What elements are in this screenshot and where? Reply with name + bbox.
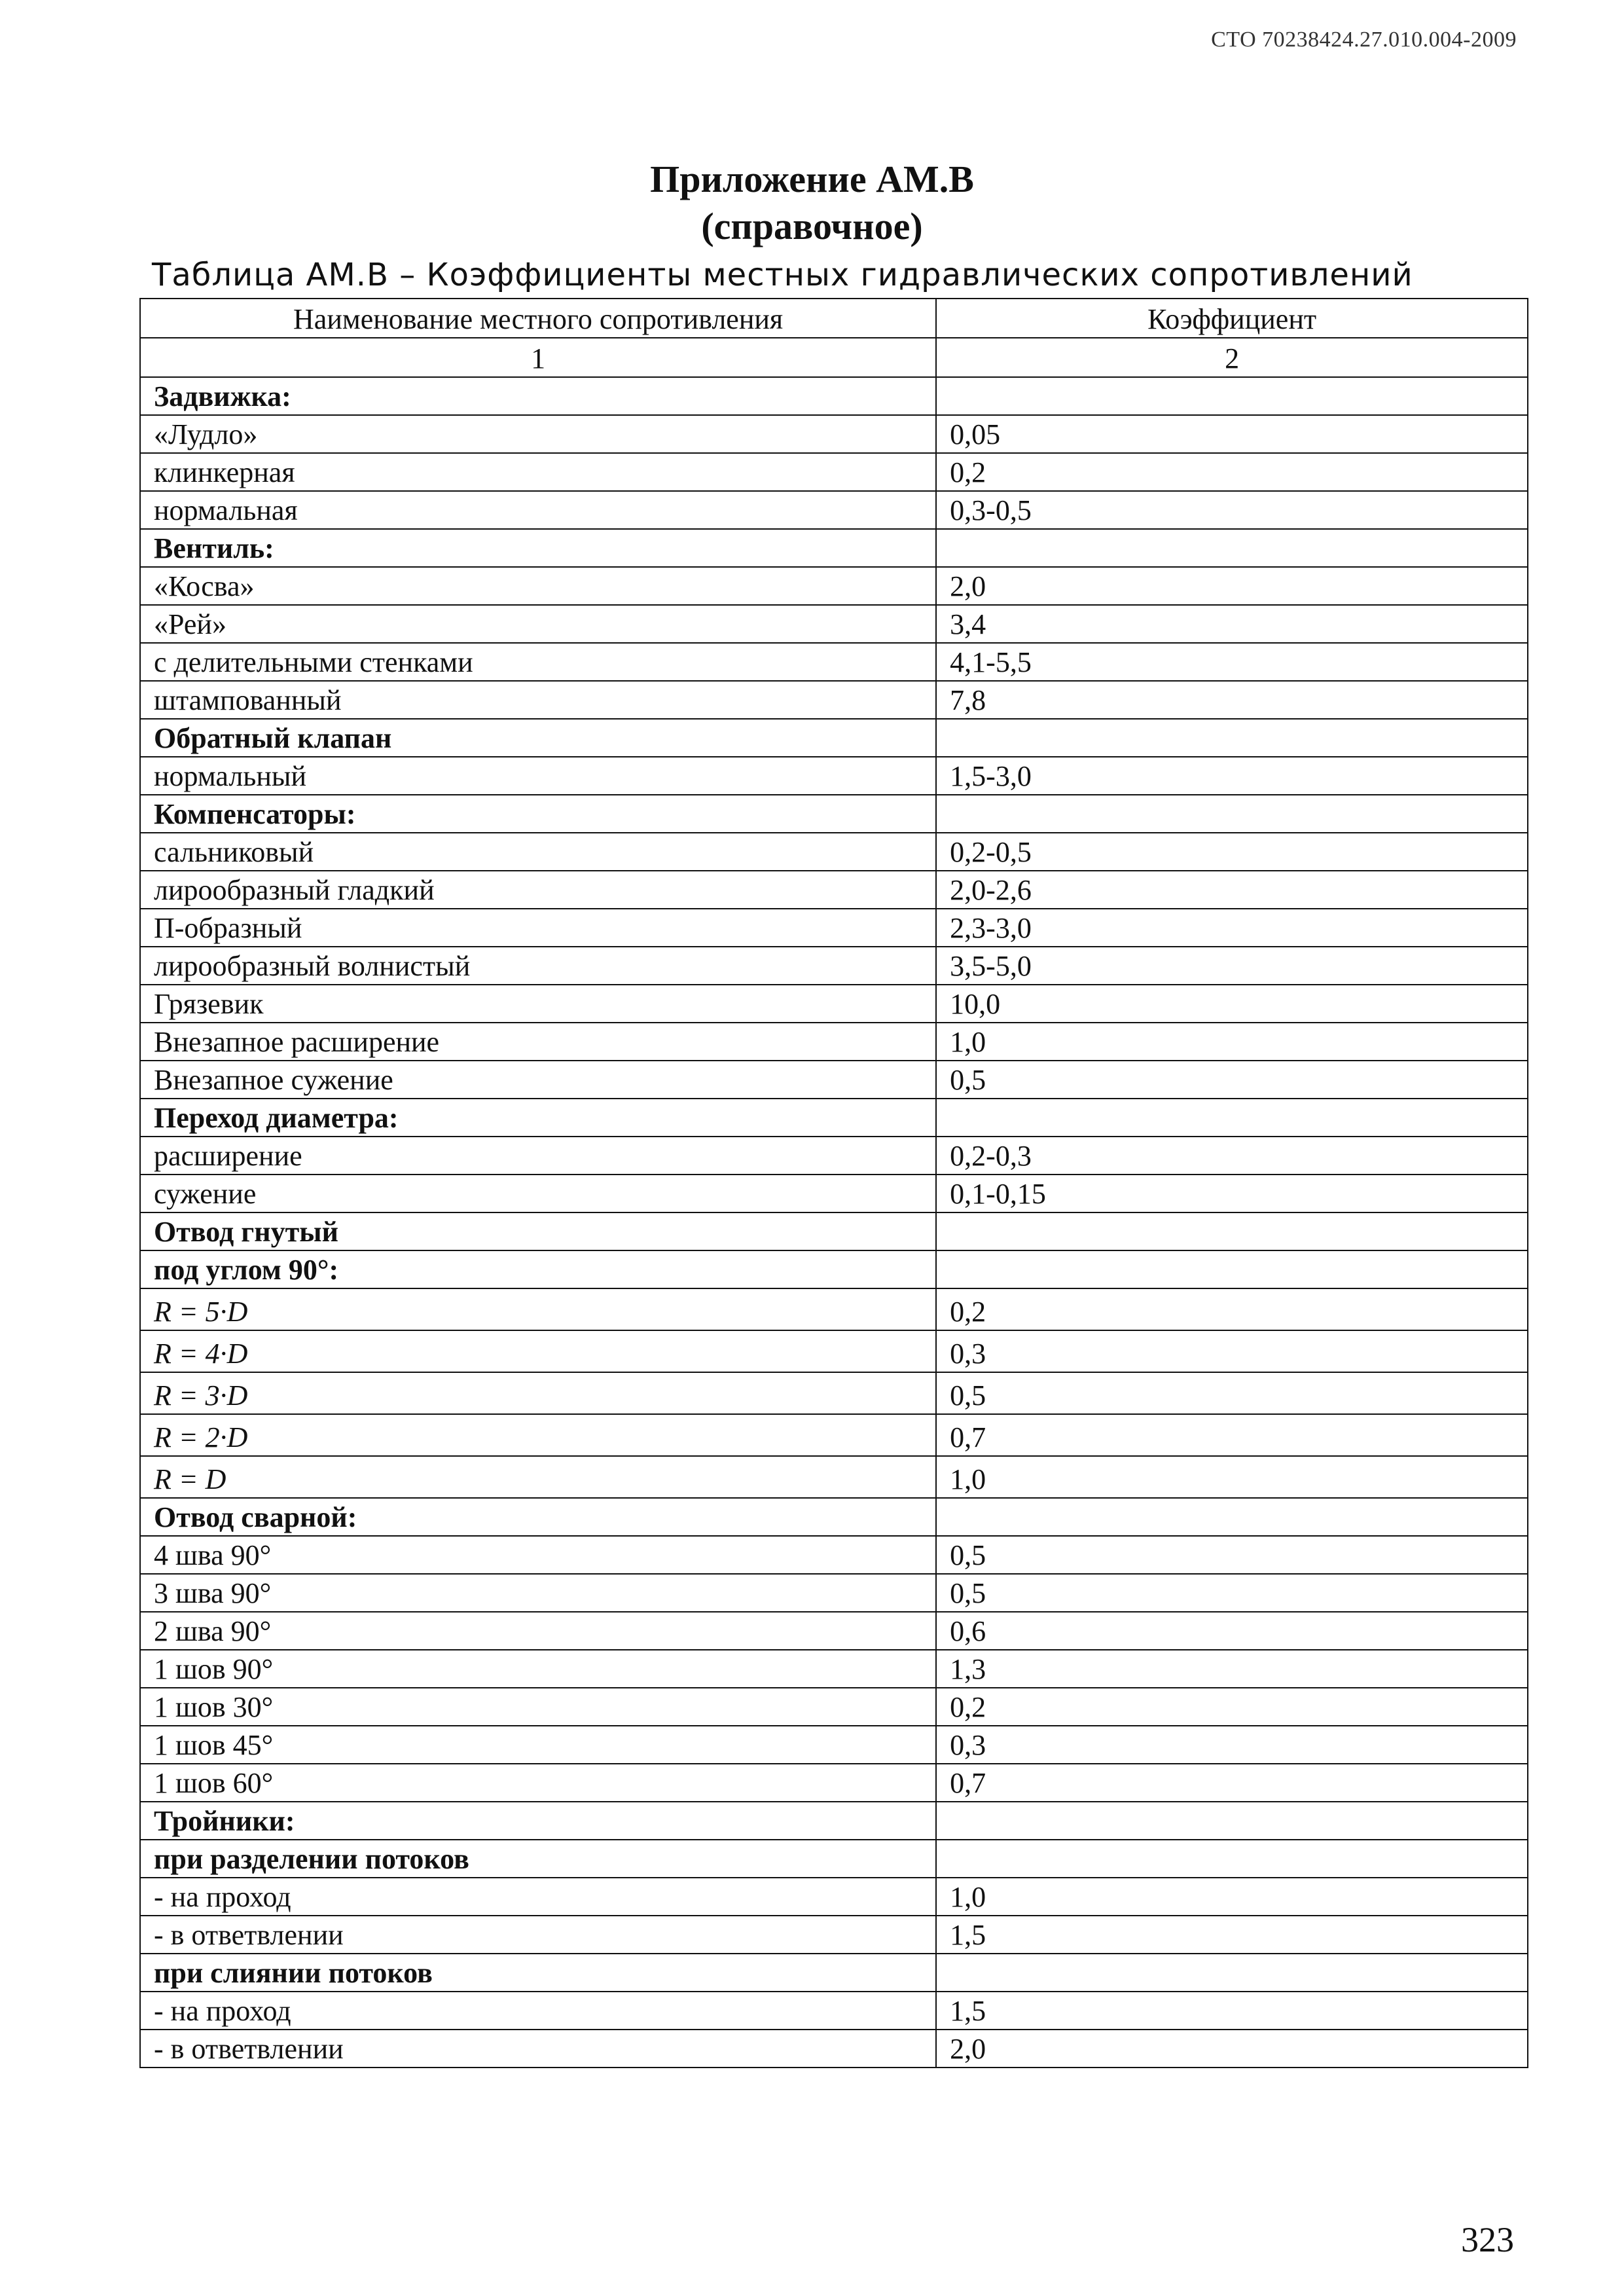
table-row [140, 1688, 1528, 1726]
coefficient-value-cell [936, 795, 1528, 833]
table-row [140, 1536, 1528, 1574]
resistance-name-cell: R = 2·D [140, 1414, 936, 1456]
table-section-row [140, 719, 1528, 757]
coefficient-value-cell: 2,0 [936, 2030, 1528, 2068]
resistance-name-cell: 1 шов 30° [140, 1688, 936, 1726]
table-row [140, 1878, 1528, 1916]
coefficient-value-cell [936, 1099, 1528, 1137]
table-row [140, 681, 1528, 719]
table-row [140, 985, 1528, 1023]
resistance-name-cell: Отвод сварной: [140, 1498, 936, 1536]
coefficient-value-cell: 4,1-5,5 [936, 643, 1528, 681]
resistance-name-cell: 3 шва 90° [140, 1574, 936, 1612]
document-code: СТО 70238424.27.010.004-2009 [1211, 27, 1517, 52]
resistance-name-cell: лирообразный волнистый [140, 947, 936, 985]
table-section-row [140, 1840, 1528, 1878]
coefficient-value-cell: 0,6 [936, 1612, 1528, 1650]
coefficient-value-cell [936, 719, 1528, 757]
table-row [140, 1764, 1528, 1802]
table-row [140, 1456, 1528, 1498]
table-row [140, 1137, 1528, 1175]
resistance-name-cell: нормальный [140, 757, 936, 795]
table-row [140, 491, 1528, 529]
table-row [140, 453, 1528, 491]
coefficient-value-cell: 7,8 [936, 681, 1528, 719]
coefficient-value-cell: 2,3-3,0 [936, 909, 1528, 947]
coefficient-value-cell [936, 1802, 1528, 1840]
coefficient-value-cell [936, 1498, 1528, 1536]
column-number-1: 1 [140, 338, 936, 377]
table-caption: Таблица АМ.В – Коэффициенты местных гидравлических сопротивлений [152, 257, 1413, 293]
table-section-row [140, 1212, 1528, 1250]
coefficient-value-cell: 2,0-2,6 [936, 871, 1528, 909]
resistance-name-cell: R = 3·D [140, 1372, 936, 1414]
coefficient-value-cell: 0,2 [936, 453, 1528, 491]
coefficient-value-cell: 0,5 [936, 1536, 1528, 1574]
appendix-heading [0, 156, 1624, 250]
resistance-name-cell: 1 шов 90° [140, 1650, 936, 1688]
resistance-name-cell: R = 4·D [140, 1330, 936, 1372]
table-row [140, 1992, 1528, 2030]
table-header-row [140, 299, 1528, 338]
coefficient-value-cell [936, 1954, 1528, 1992]
table-row [140, 1372, 1528, 1414]
table-row [140, 567, 1528, 605]
coefficient-value-cell: 0,3 [936, 1330, 1528, 1372]
table-row [140, 1288, 1528, 1330]
table-column-number-row [140, 338, 1528, 377]
coefficient-value-cell: 3,5-5,0 [936, 947, 1528, 985]
table-row [140, 2030, 1528, 2068]
table-row [140, 1023, 1528, 1061]
table-section-row [140, 529, 1528, 567]
table-row [140, 605, 1528, 643]
table-row [140, 1612, 1528, 1650]
resistance-name-cell: 2 шва 90° [140, 1612, 936, 1650]
coefficient-value-cell: 0,05 [936, 415, 1528, 453]
resistance-name-cell: - на проход [140, 1878, 936, 1916]
resistance-name-cell: 1 шов 60° [140, 1764, 936, 1802]
table-section-row [140, 377, 1528, 415]
coefficient-value-cell: 1,3 [936, 1650, 1528, 1688]
coefficient-value-cell: 1,5-3,0 [936, 757, 1528, 795]
coefficient-value-cell [936, 1840, 1528, 1878]
table-row [140, 947, 1528, 985]
table-section-row [140, 1802, 1528, 1840]
resistance-name-cell: «Рей» [140, 605, 936, 643]
coefficient-value-cell: 0,1-0,15 [936, 1175, 1528, 1212]
table-section-row [140, 795, 1528, 833]
coefficient-value-cell: 0,3 [936, 1726, 1528, 1764]
resistance-name-cell: Отвод гнутый [140, 1212, 936, 1250]
coefficient-value-cell: 1,0 [936, 1878, 1528, 1916]
table-row [140, 1175, 1528, 1212]
table-body [140, 299, 1528, 2068]
coefficient-value-cell [936, 377, 1528, 415]
coefficient-value-cell: 3,4 [936, 605, 1528, 643]
table-row [140, 757, 1528, 795]
resistance-name-cell: «Косва» [140, 567, 936, 605]
table-row [140, 1574, 1528, 1612]
table-section-row [140, 1250, 1528, 1288]
resistance-name-cell: сальниковый [140, 833, 936, 871]
resistance-name-cell: - в ответвлении [140, 1916, 936, 1954]
resistance-name-cell: 1 шов 45° [140, 1726, 936, 1764]
resistance-name-cell: - на проход [140, 1992, 936, 2030]
table-section-row [140, 1498, 1528, 1536]
coefficient-value-cell: 2,0 [936, 567, 1528, 605]
resistance-name-cell: лирообразный гладкий [140, 871, 936, 909]
table-row [140, 833, 1528, 871]
coefficient-value-cell: 1,5 [936, 1916, 1528, 1954]
resistance-name-cell: R = 5·D [140, 1288, 936, 1330]
table-row [140, 643, 1528, 681]
coefficient-value-cell: 1,0 [936, 1456, 1528, 1498]
coefficient-value-cell: 0,5 [936, 1372, 1528, 1414]
resistance-name-cell: при разделении потоков [140, 1840, 936, 1878]
resistance-name-cell: П-образный [140, 909, 936, 947]
resistance-name-cell: сужение [140, 1175, 936, 1212]
coefficient-value-cell: 1,5 [936, 1992, 1528, 2030]
coefficient-value-cell: 0,2 [936, 1288, 1528, 1330]
coefficient-value-cell: 0,7 [936, 1764, 1528, 1802]
coefficient-value-cell: 0,3-0,5 [936, 491, 1528, 529]
resistance-name-cell: Обратный клапан [140, 719, 936, 757]
table-row [140, 415, 1528, 453]
table-section-row [140, 1099, 1528, 1137]
table-section-row [140, 1954, 1528, 1992]
coefficient-value-cell: 0,2 [936, 1688, 1528, 1726]
table-row [140, 1650, 1528, 1688]
column-header-coefficient: Коэффициент [936, 299, 1528, 338]
table-row [140, 1061, 1528, 1099]
table-row [140, 1414, 1528, 1456]
resistance-name-cell: штампованный [140, 681, 936, 719]
coefficient-value-cell: 0,7 [936, 1414, 1528, 1456]
resistance-name-cell: под углом 90°: [140, 1250, 936, 1288]
coefficients-table [139, 298, 1528, 2068]
appendix-subtitle: (справочное) [701, 205, 923, 247]
resistance-name-cell: с делительными стенками [140, 643, 936, 681]
table-row [140, 909, 1528, 947]
resistance-name-cell: «Лудло» [140, 415, 936, 453]
resistance-name-cell: нормальная [140, 491, 936, 529]
resistance-name-cell: при слиянии потоков [140, 1954, 936, 1992]
resistance-name-cell: 4 шва 90° [140, 1536, 936, 1574]
column-header-name: Наименование местного сопротивления [140, 299, 936, 338]
coefficient-value-cell: 0,2-0,3 [936, 1137, 1528, 1175]
coefficient-value-cell: 1,0 [936, 1023, 1528, 1061]
coefficient-value-cell: 0,5 [936, 1061, 1528, 1099]
coefficient-value-cell [936, 1212, 1528, 1250]
page-number: 323 [1461, 2220, 1514, 2259]
resistance-name-cell: Задвижка: [140, 377, 936, 415]
coefficient-value-cell: 10,0 [936, 985, 1528, 1023]
table-row [140, 1916, 1528, 1954]
table-row [140, 1330, 1528, 1372]
coefficient-value-cell [936, 1250, 1528, 1288]
table-row [140, 1726, 1528, 1764]
resistance-name-cell: расширение [140, 1137, 936, 1175]
resistance-name-cell: Грязевик [140, 985, 936, 1023]
resistance-name-cell: - в ответвлении [140, 2030, 936, 2068]
column-number-2: 2 [936, 338, 1528, 377]
resistance-name-cell: Компенсаторы: [140, 795, 936, 833]
resistance-name-cell: Переход диаметра: [140, 1099, 936, 1137]
resistance-name-cell: Внезапное сужение [140, 1061, 936, 1099]
coefficient-value-cell [936, 529, 1528, 567]
coefficient-value-cell: 0,2-0,5 [936, 833, 1528, 871]
resistance-name-cell: Тройники: [140, 1802, 936, 1840]
resistance-name-cell: R = D [140, 1456, 936, 1498]
table-row [140, 871, 1528, 909]
coefficient-value-cell: 0,5 [936, 1574, 1528, 1612]
appendix-title: Приложение АМ.В [650, 158, 974, 200]
resistance-name-cell: Внезапное расширение [140, 1023, 936, 1061]
resistance-name-cell: клинкерная [140, 453, 936, 491]
resistance-name-cell: Вентиль: [140, 529, 936, 567]
